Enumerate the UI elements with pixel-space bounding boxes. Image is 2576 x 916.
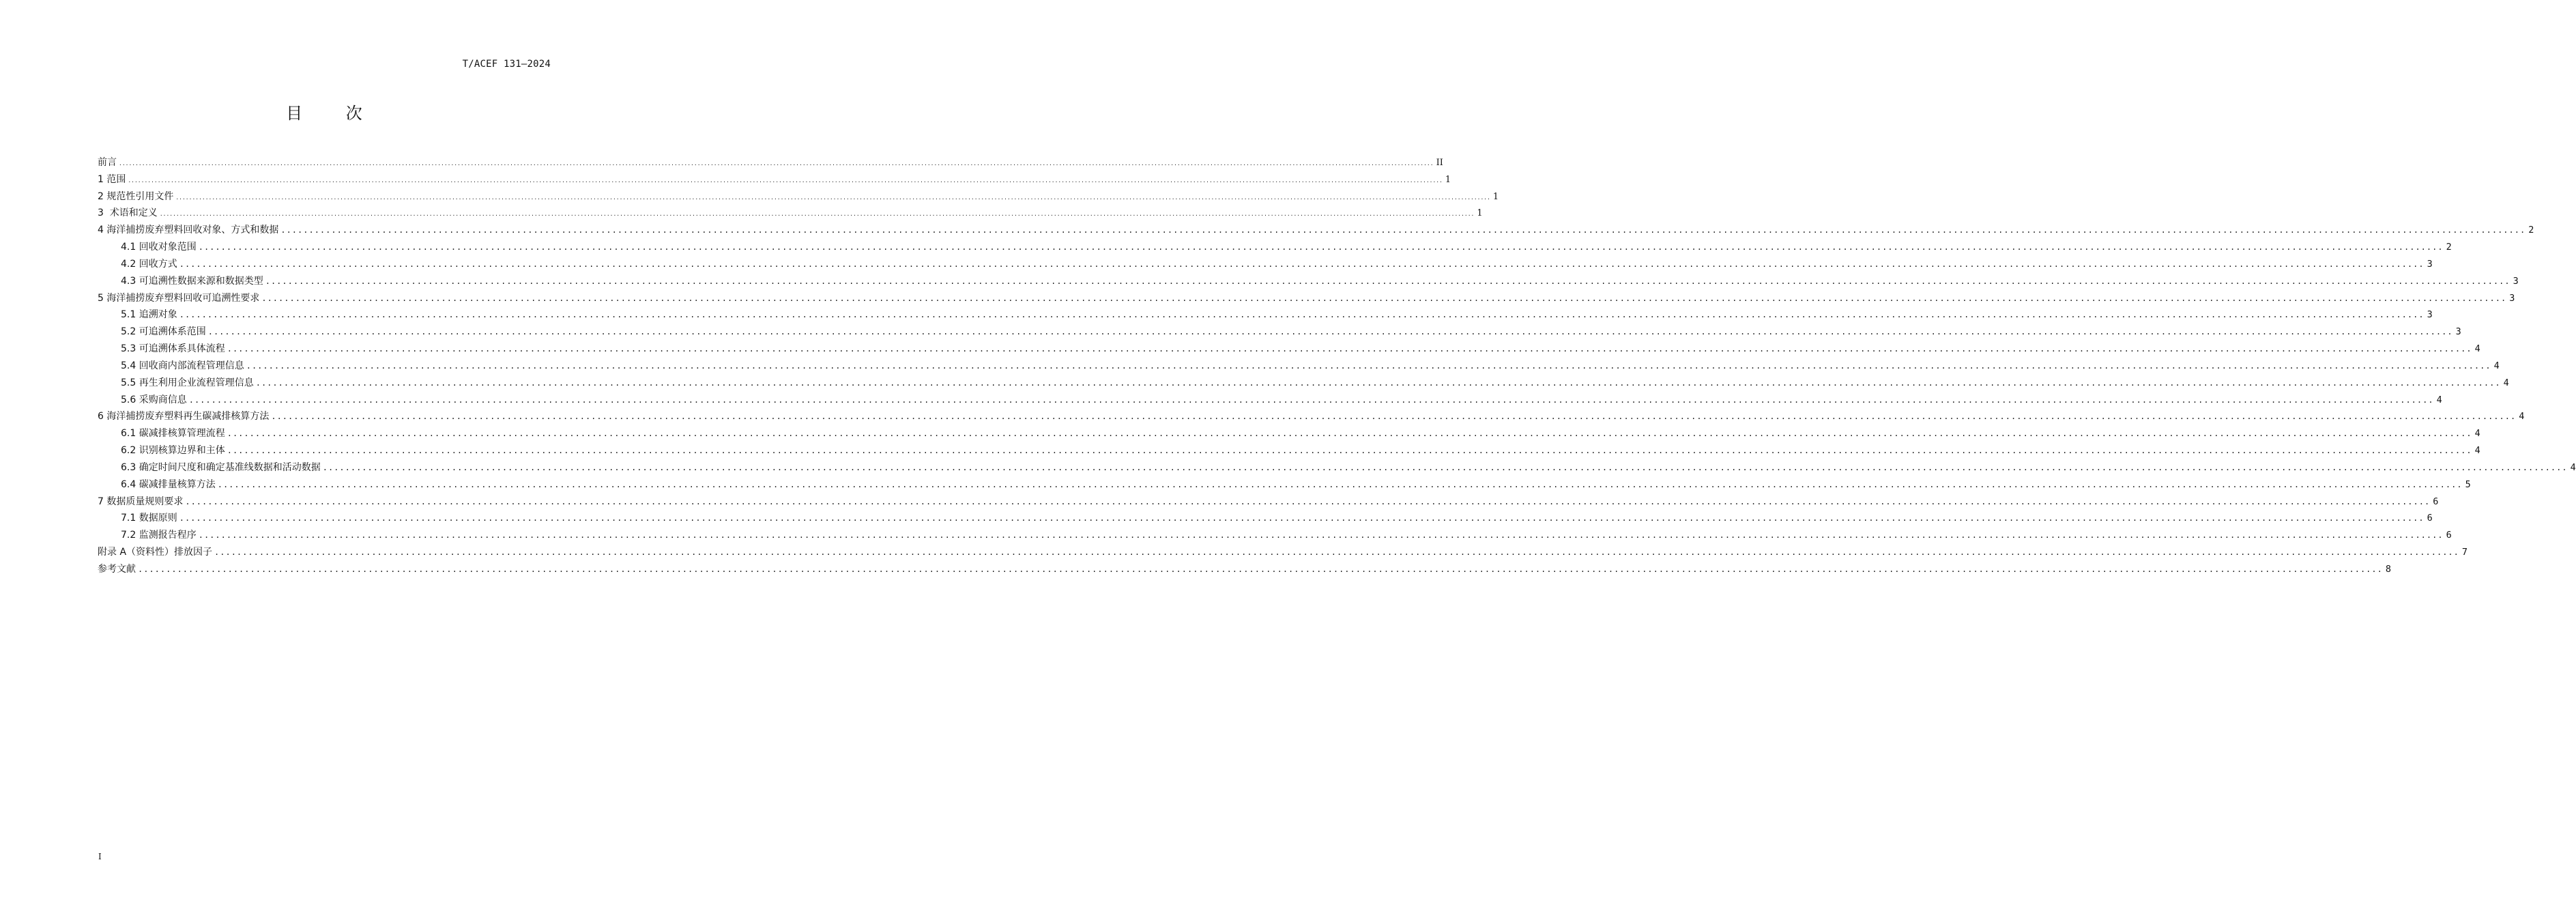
toc-entry[interactable] xyxy=(98,256,2433,273)
toc-entry-label: 7.2 监测报告程序 xyxy=(121,530,197,541)
toc-entry[interactable] xyxy=(98,375,2509,392)
toc-entry-page: 3 xyxy=(2513,275,2519,287)
toc-entry-page: 2 xyxy=(2446,242,2452,253)
dot-leader: ................................................................................................................................................................................................................................................................................................................................................................................................................ xyxy=(280,225,2526,235)
toc-entry[interactable] xyxy=(98,358,2500,375)
toc-entry[interactable] xyxy=(98,205,1483,222)
dot-leader: ................................................................................................................................................................................................................................................................................................................................................................................................................ xyxy=(255,377,2501,388)
toc-entry-page: 3 xyxy=(2455,326,2461,338)
toc-title: 目 次 xyxy=(286,104,381,123)
toc-entry-label: 5.4 回收商内部流程管理信息 xyxy=(121,360,244,371)
dot-leader: ................................................................................................................................................................................................................................................................................................................................................................................................................ xyxy=(185,496,2431,506)
toc-entry-page: 3 xyxy=(2509,292,2515,304)
toc-entry-label: 6.3 确定时间尺度和确定基准线数据和活动数据 xyxy=(121,461,321,473)
dot-leader: ................................................................................................................................................................................................................................................................................................................................................................................................................ xyxy=(246,360,2491,371)
toc-entry-label: 5 海洋捕捞废弃塑料回收可追溯性要求 xyxy=(98,292,260,304)
dot-leader: ................................................................................................................................................................................................................................................................................................................................................................................................................ xyxy=(198,242,2444,253)
toc-entry-page: 1 xyxy=(1492,191,1499,202)
dot-leader: ................................................................................................................................................................................................................................................................................................................................................................................................................ xyxy=(138,564,2383,574)
toc-entry-label: 附录 A（资料性）排放因子 xyxy=(98,547,213,558)
toc-entry[interactable] xyxy=(98,306,2433,324)
dot-leader: ................................................................................................................................................................................................................................................................................................................................................................................................................ xyxy=(179,259,2425,269)
toc-entry[interactable] xyxy=(98,341,2480,358)
dot-leader: ................................................................................................................................................................................................................................................................................................................................................................................................................ xyxy=(214,547,2459,558)
dot-leader: ................................................................................................................................................................................................................................................................................................................................................................................................................ xyxy=(217,479,2463,489)
dot-leader: ................................................................................................................................................................................................................................................................................................................................................................................................................ xyxy=(271,412,2517,422)
toc-entry-label: 1 范围 xyxy=(98,173,126,185)
dot-leader: ................................................................................................................................................................................................................................................................................................................................................................................................................ xyxy=(159,211,1475,218)
table-of-contents xyxy=(98,154,2576,578)
toc-entry-page: 8 xyxy=(2385,563,2391,575)
toc-entry-page: 4 xyxy=(2493,360,2500,371)
toc-entry[interactable] xyxy=(98,425,2480,442)
toc-entry-page: 4 xyxy=(2474,343,2480,355)
toc-entry-label: 6.1 碳减排核算管理流程 xyxy=(121,428,225,440)
toc-entry-label: 4 海洋捕捞废弃塑料回收对象、方式和数据 xyxy=(98,225,279,236)
toc-entry[interactable] xyxy=(98,273,2519,290)
toc-entry-page: 3 xyxy=(2427,309,2433,321)
toc-entry-page: 2 xyxy=(2528,225,2534,236)
toc-entry[interactable] xyxy=(98,408,2525,425)
toc-entry[interactable] xyxy=(98,188,1499,205)
toc-entry-page: II xyxy=(1436,158,1443,168)
toc-entry-page: 5 xyxy=(2465,478,2471,490)
dot-leader: ................................................................................................................................................................................................................................................................................................................................................................................................................ xyxy=(227,344,2472,354)
toc-entry[interactable] xyxy=(98,510,2433,527)
document-code: T/ACEF 131—2024 xyxy=(462,59,551,70)
toc-entry-label: 6.4 碳减排量核算方法 xyxy=(121,478,216,490)
toc-entry-page: 4 xyxy=(2519,411,2525,423)
toc-entry-page: 4 xyxy=(2436,394,2442,405)
dot-leader: ................................................................................................................................................................................................................................................................................................................................................................................................................ xyxy=(227,429,2472,439)
toc-entry[interactable] xyxy=(98,222,2534,239)
toc-entry-page: 1 xyxy=(1477,208,1483,219)
dot-leader: ................................................................................................................................................................................................................................................................................................................................................................................................................ xyxy=(188,395,2434,405)
toc-entry-label: 7 数据质量规则要求 xyxy=(98,496,184,507)
toc-entry-page: 4 xyxy=(2570,461,2576,473)
dot-leader: ................................................................................................................................................................................................................................................................................................................................................................................................................ xyxy=(261,293,2507,303)
toc-entry-label: 3 术语和定义 xyxy=(98,207,158,219)
toc-entry-page: 6 xyxy=(2446,530,2452,541)
toc-entry-page: 1 xyxy=(1445,174,1451,185)
page-number: I xyxy=(98,852,102,861)
toc-entry-label: 4.1 回收对象范围 xyxy=(121,242,197,253)
toc-entry-label: 5.1 追溯对象 xyxy=(121,309,177,321)
toc-entry[interactable] xyxy=(98,527,2452,544)
toc-entry[interactable] xyxy=(98,544,2468,561)
dot-leader: ................................................................................................................................................................................................................................................................................................................................................................................................................ xyxy=(175,194,1490,201)
toc-entry-label: 5.2 可追溯体系范围 xyxy=(121,326,206,338)
dot-leader: ................................................................................................................................................................................................................................................................................................................................................................................................................ xyxy=(227,446,2472,456)
toc-entry[interactable] xyxy=(98,290,2515,307)
toc-entry-label: 参考文献 xyxy=(98,563,136,575)
dot-leader: ................................................................................................................................................................................................................................................................................................................................................................................................................ xyxy=(198,530,2444,541)
toc-entry-page: 6 xyxy=(2427,513,2433,524)
toc-entry-page: 7 xyxy=(2461,547,2468,558)
toc-entry[interactable] xyxy=(98,171,1451,188)
dot-leader: ................................................................................................................................................................................................................................................................................................................................................................................................................ xyxy=(179,310,2425,320)
toc-entry-label: 2 规范性引用文件 xyxy=(98,190,174,202)
toc-entry[interactable] xyxy=(98,154,1443,171)
dot-leader: ................................................................................................................................................................................................................................................................................................................................................................................................................ xyxy=(207,327,2453,337)
toc-entry-label: 6 海洋捕捞废弃塑料再生碳减排核算方法 xyxy=(98,411,270,423)
toc-entry-page: 4 xyxy=(2503,377,2509,388)
dot-leader: ................................................................................................................................................................................................................................................................................................................................................................................................................ xyxy=(322,462,2568,472)
toc-entry-label: 6.2 识别核算边界和主体 xyxy=(121,445,225,457)
toc-entry-label: 4.3 可追溯性数据来源和数据类型 xyxy=(121,275,263,287)
toc-entry[interactable] xyxy=(98,442,2480,459)
toc-entry[interactable] xyxy=(98,476,2471,493)
toc-entry[interactable] xyxy=(98,561,2391,578)
toc-entry-label: 前言 xyxy=(98,157,117,168)
toc-entry-label: 5.3 可追溯体系具体流程 xyxy=(121,343,225,355)
dot-leader: ................................................................................................................................................................................................................................................................................................................................................................................................................ xyxy=(128,177,1443,184)
toc-entry[interactable] xyxy=(98,493,2439,511)
toc-entry-page: 6 xyxy=(2433,496,2439,507)
toc-entry-page: 4 xyxy=(2474,445,2480,457)
toc-entry-label: 5.5 再生利用企业流程管理信息 xyxy=(121,377,254,388)
toc-entry[interactable] xyxy=(98,324,2461,341)
dot-leader: ................................................................................................................................................................................................................................................................................................................................................................................................................ xyxy=(119,160,1434,167)
toc-entry-label: 4.2 回收方式 xyxy=(121,258,177,270)
toc-entry-label: 5.6 采购商信息 xyxy=(121,394,187,405)
toc-entry-page: 3 xyxy=(2427,258,2433,270)
toc-entry[interactable] xyxy=(98,239,2452,256)
toc-entry-page: 4 xyxy=(2474,428,2480,440)
toc-entry-label: 7.1 数据原则 xyxy=(121,513,177,524)
dot-leader: ................................................................................................................................................................................................................................................................................................................................................................................................................ xyxy=(265,276,2510,286)
toc-entry[interactable] xyxy=(98,459,2576,476)
toc-entry[interactable] xyxy=(98,392,2442,409)
dot-leader: ................................................................................................................................................................................................................................................................................................................................................................................................................ xyxy=(179,513,2425,524)
